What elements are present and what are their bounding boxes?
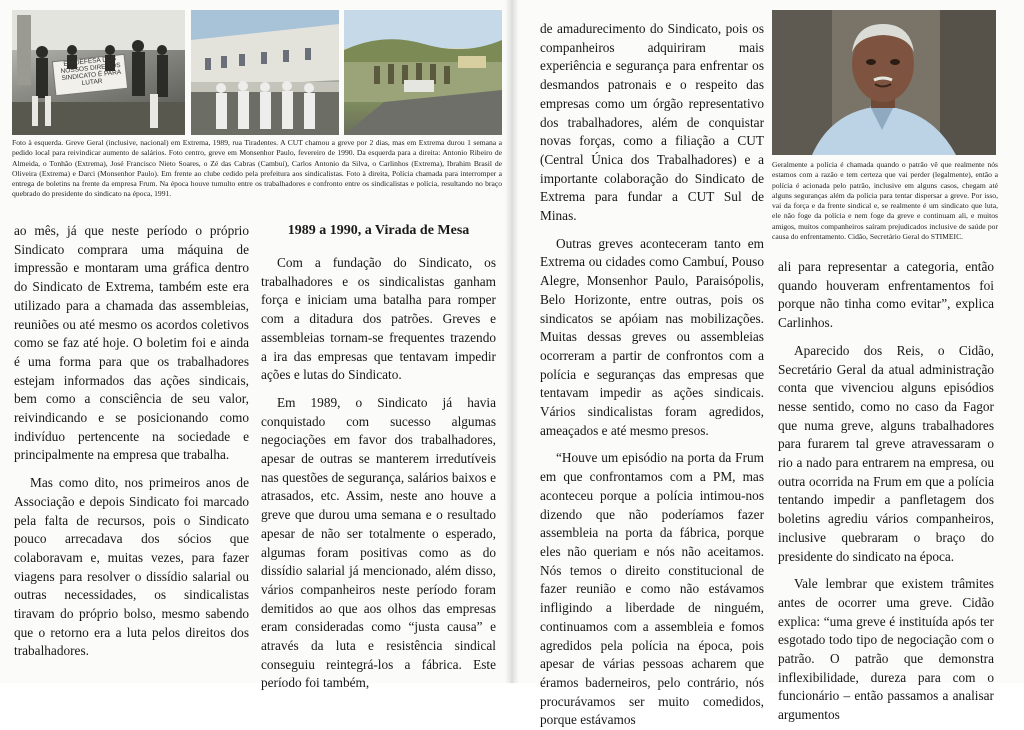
- paragraph: “Houve um episódio na porta da Frum em que confrontamos com a PM, mas aconteceu porque a polícia intimou-nos dizendo que não poderíamos fazer assembleia na porta da fábrica, porque eles não queriam e nós não aceitamos. Nós temos o direito constitucional de fazer reunião e como não estávamos infligindo a liberdade de ninguém, continuamos com a assembleia e fomos agredidos pela polícia na época, pois apesar de várias pessoas acharem que éramos baderneiros, pelo contrário, nós procurávamos ser muito comedidos, porque estávamos: [540, 450, 764, 728]
- paragraph: Mas como dito, nos primeiros anos de Associação e depois Sindicato foi marcado pela falta de recursos, pois o Sindicato pouco arrecadava dos sócios que colaboravam e, muitas vezes, para fazer viagens para resolver o dissídio salarial ou outras necessidades, os sindicalistas tiravam do próprio bolso, mesmo sabendo que o retorno era a luta pelos direitos dos trabalhadores.: [14, 475, 249, 659]
- paragraph: de amadurecimento do Sindicato, pois os companheiros adquiriram mais experiência e segurança para enfrentar os desmandos patronais e o respeito das empresas como um órgão representativo dos trabalhadores, além de conquistar novas forças, como a filiação a CUT (Central Única dos Trabalhadores) e a importante colaboração do Sindicato de Extrema para fundar a CUT Sul de Minas.: [540, 21, 764, 224]
- text-column-3: [540, 20, 764, 730]
- text-column-4: [778, 258, 994, 725]
- portrait-figure: [772, 10, 996, 155]
- photo-greve-extrema: [12, 10, 185, 135]
- paragraph: Com a fundação do Sindicato, os trabalhadores e os sindicalistas ganham força e iniciam uma batalha para romper com a ditadura dos patrões. Greves e assembleias tornam-se frequentes trazendo a ira das empresas que tentavam impedir ações e lutas do Sindicato.: [261, 255, 496, 383]
- protest-banner-text: EM DEFESA DOS NOSSOS DIREITOS SINDICATO É PARA LUTAR: [60, 55, 122, 88]
- text-column-1: [14, 222, 249, 661]
- paragraph: Em 1989, o Sindicato já havia conquistado com sucesso algumas negociações em favor dos trabalhadores, apesar de outras se manterem irredutíveis nas questões de segurança, salários baixos e atrasados, etc. Assim, neste ano houve a greve que durou uma semana e o resultado apesar de não ser totalmente o esperado, algumas foram positivas como as do dissídio salarial já mencionado, além disso, vários companheiros neste período foram demitidos ao que aos olhos das empresas eram consideradas como “justa causa” e através da luta e resistência sindical conseguiu reintegrá-los a fábrica. Este período foi também,: [261, 394, 496, 691]
- photo-policia-frum: [344, 10, 502, 135]
- paragraph: ali para representar a categoria, então quando houveram enfrentamentos foi porque não tinha como evitar”, explica Carlinhos.: [778, 259, 994, 331]
- text-column-2: [261, 254, 496, 693]
- paragraph: Aparecido dos Reis, o Cidão, Secretário Geral da atual administração conta que vivenciou alguns episódios nesse sentido, como no caso da Fagor que numa greve, alguns trabalhadores para furarem tal greve atravessaram o rio a nado para entrarem na empresa, ou outra ocorrida na Frum em que a polícia tentando impedir a panfletagem dos boletins agrediu vários companheiros, inclusive quebraram o braço do presidente do sindicato na época.: [778, 342, 994, 564]
- portrait-photo-cidao: [772, 10, 996, 155]
- section-heading: 1989 a 1990, a Virada de Mesa: [287, 223, 470, 238]
- paragraph: Vale lembrar que existem trâmites antes de ocorrer uma greve. Cidão explica: “uma greve é instituída após ter esgotado todo tipo de negociação com o patrão. O patrão que demonstra inflexibilidade, dureza para com o funcionário – então passamos a analisar argumentos: [778, 576, 994, 723]
- book-gutter: [505, 0, 519, 683]
- photo-greve-monsenhor-paulo: [191, 10, 339, 135]
- paragraph: Outras greves aconteceram tanto em Extrema ou cidades como Cambuí, Pouso Alegre, Monsenhor Paulo, Paraisópolis, Belo Horizonte, entre outras, pois os sindicatos se apóiam nas mobilizações. Muitas dessas greves ou assembleias ocorreram a partir de confrontos com a polícia e seguranças das empresas que tentavam impedir as ações sindicais. Vários sindicalistas foram agredidos, ameaçados e até mesmo presos.: [540, 235, 764, 438]
- photo-group-scene: [191, 10, 339, 135]
- photo-police-scene: [344, 10, 502, 135]
- portrait-caption: Geralmente a polícia é chamada quando o patrão vê que realmente nós estamos com a razão e tem certeza que vai perder (legalmente), então a polícia é acionada pelo patrão, inclusive em alguns casos, chegam até alguns seguranças além da polícia para tentar dispersar a greve. Por isso, vai da força e da frente sindical e, se realmente é um sindicato que luta, ele não foge da polícia e nem foge da greve e continuam ali, e muitos amigos, muitos companheiros saíram prejudicados inclusive de saúde por causa do enfrentamento. Cidão, Secretário Geral do STIMEIC.: [772, 160, 998, 242]
- paragraph: ao mês, já que neste período o próprio Sindicato comprara uma máquina de impressão e montaram uma gráfica dentro do Sindicato de Extrema, também este era utilizado para a chamada das assembleias, reuniões ou até mesmo os acordos coletivos como se faz até hoje. O boletim foi e ainda é uma forma para que os trabalhadores estejam informados das ações sindicais, bem como a consciência de seu valor, reivindicando e se posicionando como indivíduo pertencente na sociedade e principalmente na empresa que trabalha.: [14, 223, 249, 463]
- photo-caption-left: Foto à esquerda. Greve Geral (inclusive, nacional) em Extrema, 1989, rua Tiradentes. A CUT chamou a greve por 2 dias, mas em Extrema durou 1 semana a pedido local para reivindicar aumento de salários. Foto centro, greve em Monsenhor Paulo, fevereiro de 1990. Da esquerda para a direita: Antonio Ribeiro de Almeida, o Tonhão (Extrema), José Francisco Nieto Soares, o Zé das Cabras (Cambuí), Carlos Antonio da Silva, o Carlinhos (Extrema), Ibrahim Brasil de Oliveira (Extrema) e Darci (Monsenhor Paulo). Em frente ao clube cedido pela prefeitura aos sindicalistas. Foto à direita, Polícia chamada para interromper a entrega de boletins na frente da empresa Frum. Na época houve tumulto entre os trabalhadores e confronto entre os sindicalistas e polícia, resultando no braço quebrado do presidente do sindicato na época, 1991.: [12, 138, 502, 199]
